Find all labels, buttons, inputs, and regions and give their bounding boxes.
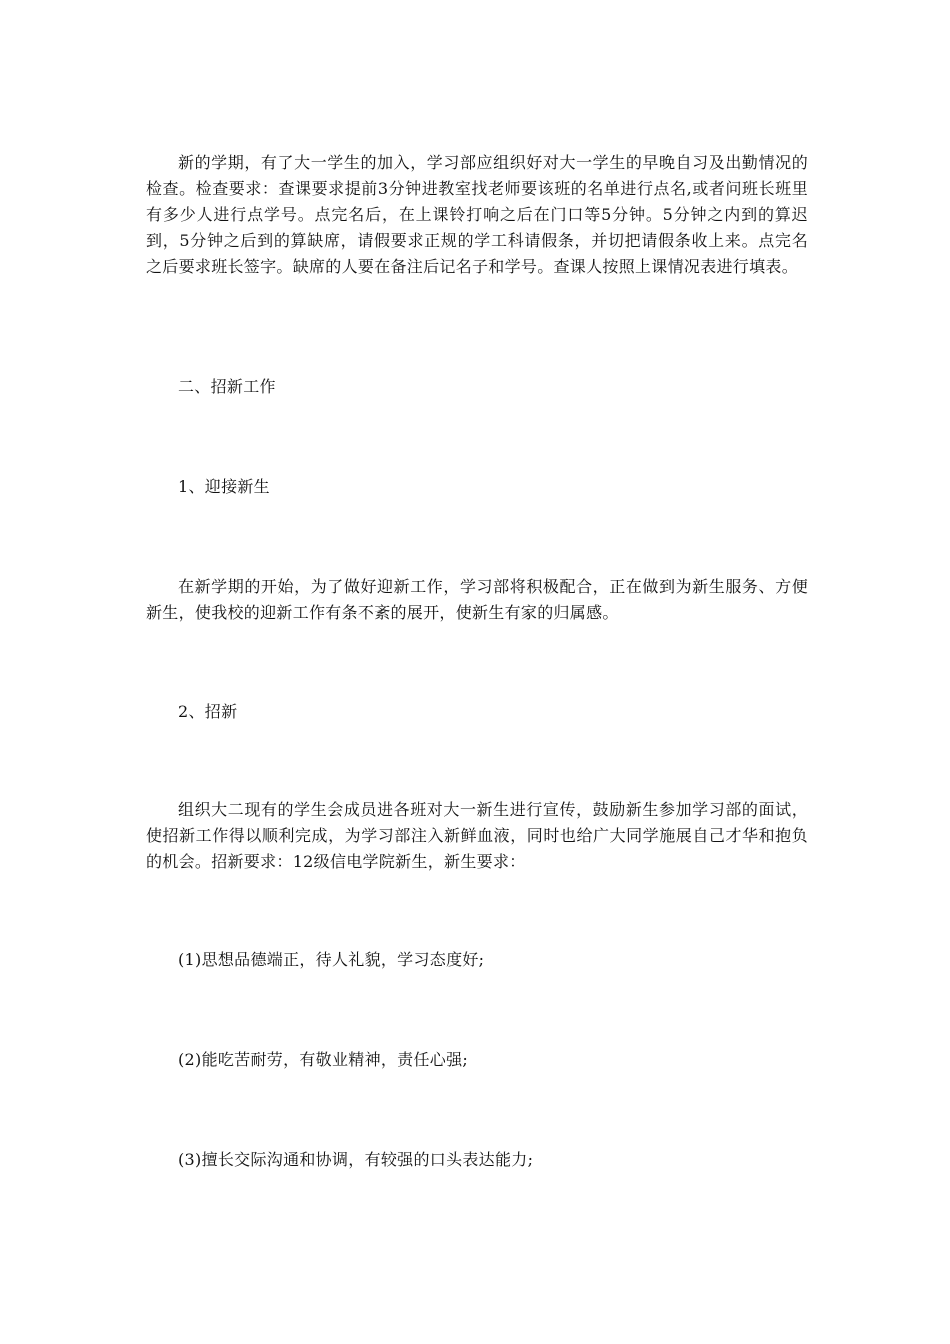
requirement-item-1: (1)思想品德端正，待人礼貌，学习态度好;: [178, 950, 485, 969]
paragraph-recruit: 组织大二现有的学生会成员进各班对大一新生进行宣传，鼓励新生参加学习部的面试，使招新工作得以顺利完成，为学习部注入新鲜血液，同时也给广大同学施展自己才华和抱负的机会。招新要求：12级信电学院新生，新生要求：: [146, 800, 808, 871]
requirement-item-2: (2)能吃苦耐劳，有敬业精神，责任心强;: [178, 1050, 469, 1069]
subheading-welcome-freshmen: 1、迎接新生: [178, 477, 270, 496]
subheading-recruit: 2、招新: [178, 702, 238, 721]
requirement-item-3: (3)擅长交际沟通和协调，有较强的口头表达能力;: [178, 1150, 534, 1169]
section-heading-recruitment: 二、招新工作: [178, 377, 276, 396]
paragraph-attendance-check: 新的学期，有了大一学生的加入，学习部应组织好对大一学生的早晚自习及出勤情况的检查。检查要求：查课要求提前3分钟进教室找老师要该班的名单进行点名,或者问班长班里有多少人进行点学号。点完名后，在上课铃打响之后在门口等5分钟。5分钟之内到的算迟到，5分钟之后到的算缺席，请假要求正规的学工科请假条，并切把请假条收上来。点完名之后要求班长签字。缺席的人要在备注后记名子和学号。查课人按照上课情况表进行填表。: [146, 153, 808, 276]
paragraph-welcome-freshmen: 在新学期的开始，为了做好迎新工作，学习部将积极配合，正在做到为新生服务、方便新生，使我校的迎新工作有条不紊的展开，使新生有家的归属感。: [146, 577, 808, 622]
